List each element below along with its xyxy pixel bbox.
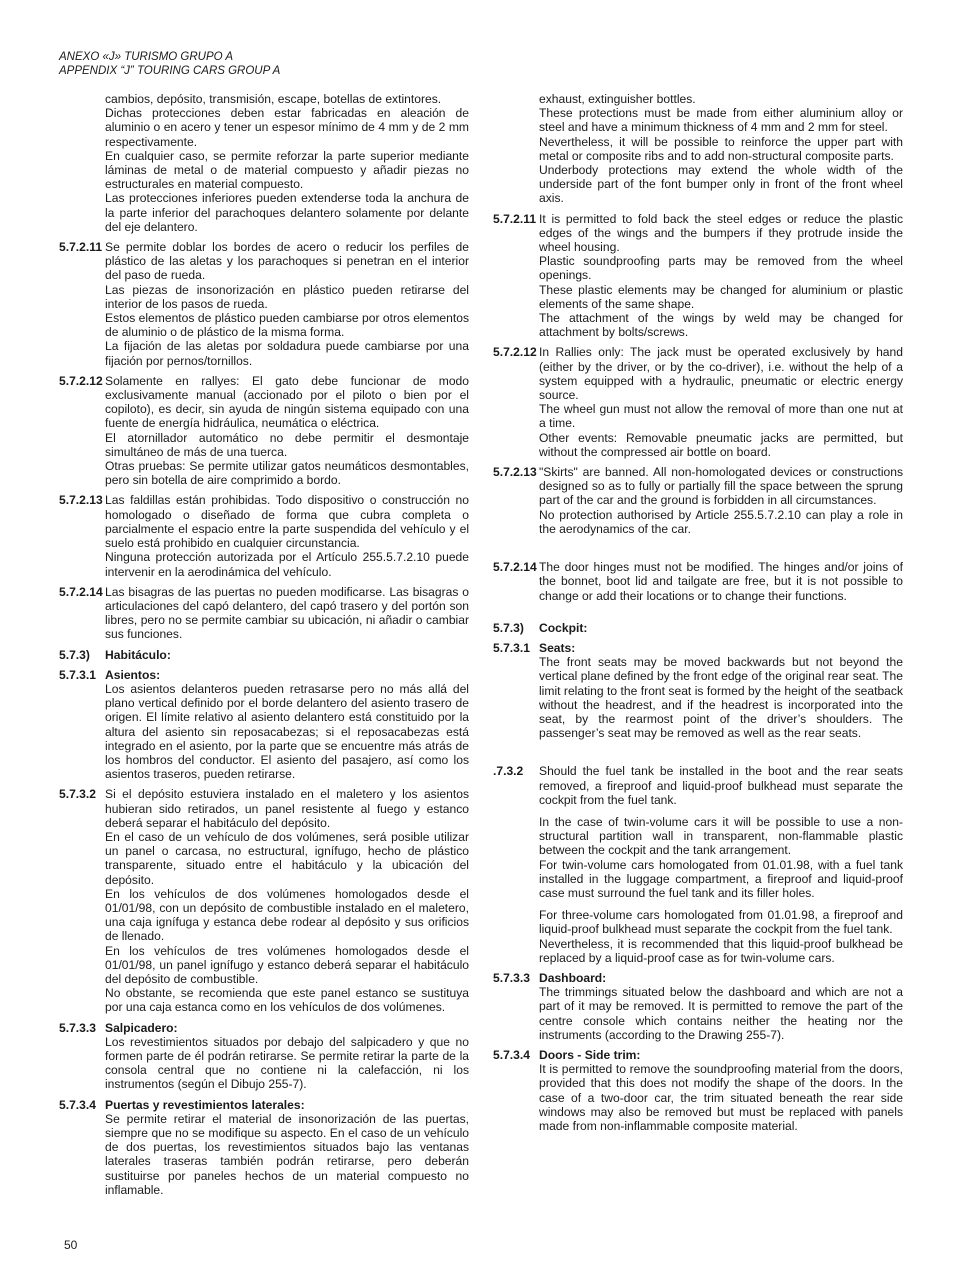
paragraph: Las bisagras de las puertas no pueden modificarse. Las bisagras o articulaciones del capó delantero, del capó trasero y del portón son libres, pero no se permite cambiar su ubicación, ni añadir o cambiar sus funciones. — [105, 584, 469, 642]
paragraph: Se permite retirar el material de insonorización de las puertas, siempre que no se modifique su aspecto. En el caso de un vehículo de dos puertas, los revestimientos situados bajo las ventanas laterales traseras también podrán retirarse, pero deberán sustituirse por paneles hechos de un material compuesto no inflamable. — [105, 1111, 469, 1197]
section-title: Habitáculo: — [105, 647, 171, 662]
paragraph: The trimmings situated below the dashboard and which are not a part of it may be removed. It is permitted to remove the part of the centre console which contains neither the heating nor the instruments (according to the Drawing 255-7). — [539, 985, 903, 1042]
section-number: 5.7.2.13 — [493, 465, 537, 480]
section-number: 5.7.3.1 — [493, 640, 530, 655]
paragraph: The door hinges must not be modified. The hinges and/or joins of the bonnet, boot lid and tailgate are free, but it is not possible to change or add their locations or to change their functions. — [539, 560, 903, 603]
section-title: Dashboard: — [539, 970, 607, 985]
section-5-7-3-4 — [493, 1048, 903, 1133]
paragraph: En el caso de un vehículo de dos volúmenes, será posible utilizar un panel o carcasa, no estructural, ignífugo, hecho de plástico transparente, situado entre el habitáculo y la ubicación del depósito. — [105, 829, 469, 887]
section-5-7-2-12 — [493, 345, 903, 459]
section-5-7-2-13 — [59, 493, 469, 578]
paragraph: Las piezas de insonorización en plástico pueden retirarse del interior de los pasos de rueda. — [105, 282, 469, 311]
section-5-7-2-11 — [59, 240, 469, 368]
paragraph: It is permitted to remove the soundproofing material from the doors, provided that this does not modify the shape of the doors. In the case of a two-door car, the trim situated beneath the rear side windows may also be removed but must be replaced with panels made from non-inflammable composite material. — [539, 1062, 903, 1133]
section-number: 5.7.3.4 — [59, 1097, 96, 1112]
paragraph: These protections must be made from either aluminium alloy or steel and have a minimum thickness of 4 mm and 2 mm for steel. — [539, 106, 903, 135]
section-number: 5.7.3.1 — [59, 667, 96, 682]
paragraph: Los asientos delanteros pueden retrasarse pero no más allá del plano vertical definido por el borde delantero del asiento trasero de origen. El límite relativo al asiento delantero está constituido por la altura del asiento sin reposacabezas; si el reposacabezas está integrado en el asiento, por la parte que se encuentre más atrás de los hombros del conductor. El asiento del pasajero, así como los asientos traseros, pueden retirarse. — [105, 681, 469, 782]
section-number: 5.7.2.11 — [493, 211, 537, 226]
paragraph: No protection authorised by Article 255.5.7.2.10 can play a role in the aerodynamics of the car. — [539, 507, 903, 536]
paragraph: Dichas protecciones deben estar fabricadas en aleación de aluminio o en acero y tener un espesor mínimo de 4 mm y de 2 mm respectivamente. — [105, 106, 469, 149]
section-5-7-3-2 — [59, 787, 469, 1014]
page-header — [59, 50, 280, 78]
paragraph: Underbody protections may extend the whole width of the underside part of the font bumper only in front of the front wheel axis. — [539, 163, 903, 206]
section-number: 5.7.3) — [59, 647, 90, 662]
paragraph: Estos elementos de plástico pueden cambiarse por otros elementos de aluminio o de plástico de la misma forma. — [105, 311, 469, 340]
paragraph: Las faldillas están prohibidas. Todo dispositivo o construcción no homologado o diseñado de forma que cubra completa o parcialmente el espacio entre la parte suspendida del vehículo y el suelo está prohibido en cualquier circunstancia. — [105, 493, 469, 551]
paragraph: exhaust, extinguisher bottles. — [539, 92, 696, 106]
header-line-en: APPENDIX “J” TOURING CARS GROUP A — [59, 65, 281, 77]
section-5-7-2-11 — [493, 212, 903, 340]
section-number: 5.7.2.11 — [59, 240, 103, 255]
paragraph: Should the fuel tank be installed in the boot and the rear seats removed, a fireproof and liquid-proof bulkhead must separate the cockpit from the fuel tank. — [539, 764, 903, 807]
section-5-7-2-12 — [59, 374, 469, 488]
section-5-7-3-3 — [59, 1021, 469, 1092]
paragraph: The wheel gun must not allow the removal of more than one nut at a time. — [539, 402, 903, 431]
section-title: Salpicadero: — [105, 1020, 178, 1035]
english-column — [493, 92, 903, 1139]
paragraph: En los vehículos de dos volúmenes homologados desde el 01/01/98, con un depósito de combustible instalado en el maletero, una caja ignífuga y estanca debe rodear al depósito y sus orificios de llenado. — [105, 886, 469, 944]
spanish-column — [59, 92, 469, 1203]
paragraph: Se permite doblar los bordes de acero o reducir los perfiles de plástico de las aletas y los parachoques si penetran en el interior del paso de rueda. — [105, 240, 469, 283]
section-number: 5.7.2.13 — [59, 493, 103, 508]
section-number: 5.7.2.12 — [493, 345, 537, 360]
paragraph: No obstante, se recomienda que este panel estanco se sustituya por una caja estanca como en los vehículos de dos volúmenes. — [105, 986, 469, 1015]
paragraph: The front seats may be moved backwards but not beyond the vertical plane defined by the front edge of the original rear seat. The limit relating to the front seat is formed by the height of the seatback without the headrest, and if the headrest is incorporated into the seat, by the rearmost point of the driver’s shoulders. The passenger’s seat may be removed as well as the rear seats. — [539, 655, 903, 741]
section-5-7-2-14 — [59, 585, 469, 642]
paragraph: These plastic elements may be changed for aluminium or plastic elements of the same shape. — [539, 282, 903, 311]
paragraph: Nevertheless, it will be possible to reinforce the upper part with metal or composite ribs and to add non-structural composite parts. — [539, 134, 903, 163]
header-line-es: ANEXO «J» TURISMO GRUPO A — [59, 51, 234, 63]
paragraph: En los vehículos de tres volúmenes homologados desde el 01/01/98, un panel ignífugo y estanco deberá separar el habitáculo del depósito de combustible. — [105, 943, 469, 986]
section-number: 5.7.3.3 — [493, 970, 530, 985]
section-number: .7.3.2 — [493, 764, 524, 779]
section-title: Asientos: — [105, 667, 161, 682]
paragraph: Other events: Removable pneumatic jacks are permitted, but without the compressed air bottle on board. — [539, 430, 903, 459]
section-5-7-3 — [493, 621, 903, 635]
paragraph: cambios, depósito, transmisión, escape, botellas de extintores. — [105, 92, 442, 106]
section-5-7-3-1 — [493, 641, 903, 740]
section-5-7-2-14 — [493, 560, 903, 603]
section-number: 5.7.3.2 — [59, 787, 96, 802]
paragraph: Los revestimientos situados por debajo del salpicadero y que no formen parte de él podrán retirarse. Se permite retirar la parte de la consola central que no contiene ni la calefacción, ni los instrumentos (según el Dibujo 255-7). — [105, 1034, 469, 1092]
paragraph: El atornillador automático no debe permitir el desmontaje simultáneo de más de una tuerca. — [105, 430, 469, 459]
section-title: Seats: — [539, 640, 576, 655]
section-5-7-3 — [59, 648, 469, 662]
section-5-7-2-13 — [493, 465, 903, 536]
paragraph: For twin-volume cars homologated from 01.01.98, with a fuel tank installed in the luggage compartment, a fireproof and liquid-proof case must surround the fuel tank and its filler holes. — [539, 857, 903, 900]
section-title: Cockpit: — [539, 620, 588, 635]
section-5-7-3-1 — [59, 668, 469, 782]
paragraph: In the case of twin-volume cars it will be possible to use a non-structural partition wall in transparent, non-flammable plastic between the cockpit and the tank arrangement. — [539, 814, 903, 858]
paragraph: "Skirts" are banned. All non-homologated devices or constructions designed so as to fully or partially fill the space between the sprung part of the car and the ground is forbidden in all circumstances. — [539, 465, 903, 508]
section-number: 5.7.3.3 — [59, 1020, 96, 1035]
paragraph: For three-volume cars homologated from 01.01.98, a fireproof and liquid-proof bulkhead must separate the cockpit from the fuel tank. — [539, 908, 903, 937]
section-number: 5.7.3) — [493, 620, 524, 635]
section-title: Doors - Side trim: — [539, 1047, 641, 1062]
section-5-7-3-3 — [493, 971, 903, 1042]
section-intro — [59, 92, 469, 234]
paragraph: Las protecciones inferiores pueden extenderse toda la anchura de la parte inferior del parachoques delantero solamente por delante del eje delantero. — [105, 191, 469, 234]
paragraph: In Rallies only: The jack must be operated exclusively by hand (either by the driver, or by the co-driver), i.e. without the help of a system equipped with a hydraulic, pneumatic or electric energy source. — [539, 345, 903, 403]
paragraph: En cualquier caso, se permite reforzar la parte superior mediante láminas de metal o de material compuesto y añadir piezas no estructurales en material compuesto. — [105, 148, 469, 192]
section-number: 5.7.3.4 — [493, 1047, 530, 1062]
section-5-7-3-4 — [59, 1098, 469, 1197]
paragraph: It is permitted to fold back the steel edges or reduce the plastic edges of the wings and the bumpers if they protrude inside the wheel housing. — [539, 211, 903, 255]
section-number: 5.7.2.12 — [59, 373, 103, 388]
paragraph: Si el depósito estuviera instalado en el maletero y los asientos hubieran sido retirados, un panel resistente al fuego y estanco deberá separar el habitáculo del depósito. — [105, 787, 469, 830]
paragraph: La fijación de las aletas por soldadura puede cambiarse por una fijación por pernos/tornillos. — [105, 339, 469, 368]
section-number: 5.7.2.14 — [493, 560, 537, 575]
page-number: 50 — [64, 1238, 78, 1252]
section-intro — [493, 92, 903, 206]
paragraph: Plastic soundproofing parts may be removed from the wheel openings. — [539, 254, 903, 283]
section-5-7-3-2 — [493, 764, 903, 965]
section-title: Puertas y revestimientos laterales: — [105, 1097, 305, 1112]
paragraph: Nevertheless, it is recommended that this liquid-proof bulkhead be replaced by a liquid-proof case as for twin-volume cars. — [539, 936, 903, 965]
paragraph: Ninguna protección autorizada por el Artículo 255.5.7.2.10 puede intervenir en la aerodinámica del vehículo. — [105, 550, 469, 579]
paragraph: Otras pruebas: Se permite utilizar gatos neumáticos desmontables, pero sin botella de aire comprimido a bordo. — [105, 459, 469, 488]
paragraph: The attachment of the wings by weld may be changed for attachment by bolts/screws. — [539, 311, 903, 340]
paragraph: Solamente en rallyes: El gato debe funcionar de modo exclusivamente manual (accionado por el piloto o bien por el copiloto), es decir, sin ayuda de ningún sistema equipado con una fuente de energía hidráulica, neumática o eléctrica. — [105, 373, 469, 431]
section-number: 5.7.2.14 — [59, 584, 103, 599]
